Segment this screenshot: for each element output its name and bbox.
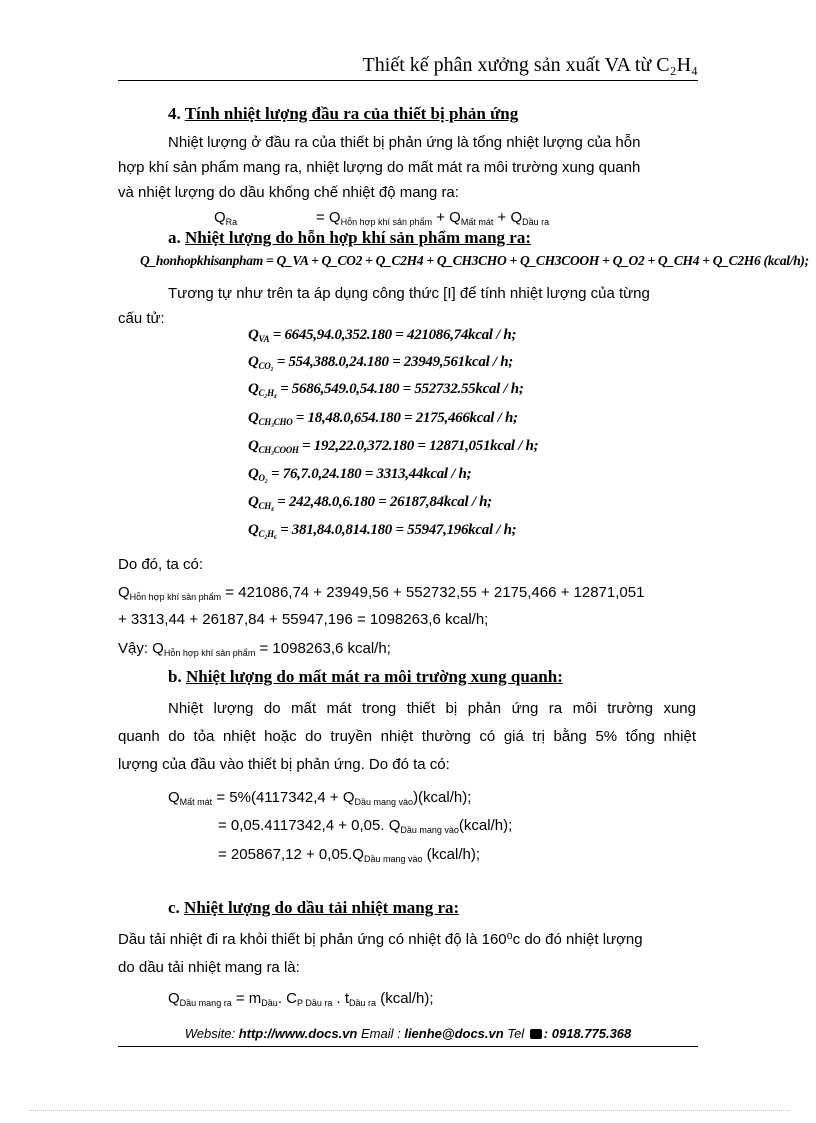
component-row bbox=[248, 410, 518, 427]
footer-email-label: Email : bbox=[357, 1026, 401, 1041]
component-sub: CH₃CHO bbox=[258, 417, 293, 427]
component-sub: C₂H₆ bbox=[258, 529, 277, 539]
component-q: Q bbox=[248, 327, 259, 343]
phone-icon bbox=[530, 1029, 542, 1039]
component-expr: = 242,48.0,6.180 = 26187,84kcal / h; bbox=[273, 494, 492, 510]
part-b-eq2 bbox=[218, 813, 512, 843]
footer-tel-label: Tel bbox=[503, 1026, 528, 1041]
part-a-heading bbox=[168, 228, 531, 248]
component-q: Q bbox=[248, 354, 259, 370]
component-sub: O₂ bbox=[258, 473, 268, 483]
eq1-q: Q bbox=[168, 789, 180, 806]
header-title: Thiết kế phân xưởng sản xuất VA từ C₂H₄ bbox=[362, 54, 698, 76]
component-row bbox=[248, 466, 471, 483]
component-expr: = 6645,94.0,352.180 = 421086,74kcal / h; bbox=[269, 327, 517, 343]
footer-rule bbox=[118, 1046, 698, 1047]
vay-label: Vậy: Q bbox=[118, 640, 164, 657]
total-q: Q bbox=[118, 584, 130, 601]
header-rule bbox=[118, 80, 698, 81]
c-eq-sub: Dầu mang ra bbox=[179, 998, 232, 1008]
footer-tel-number: : 0918.775.368 bbox=[543, 1026, 632, 1041]
eq1-sub2: Dầu mang vào bbox=[354, 797, 414, 807]
q-ra-rhs-eq: = Q bbox=[316, 209, 341, 226]
eq2-a: = 0,05.4117342,4 + 0,05. Q bbox=[218, 817, 401, 834]
component-row bbox=[248, 327, 516, 344]
q-ra-subscript: Ra bbox=[225, 217, 238, 227]
c-eq-sub3: P Dầu ra bbox=[296, 998, 333, 1008]
part-b-eq3 bbox=[218, 842, 480, 872]
section-4-para-line3: và nhiệt lượng do dầu khống chế nhiệt độ mang ra: bbox=[118, 184, 459, 201]
component-q: Q bbox=[248, 438, 259, 454]
component-expr: = 381,84.0,814.180 = 55947,196kcal / h; bbox=[276, 522, 517, 538]
footer-email-link[interactable]: lienhe@docs.vn bbox=[400, 1026, 504, 1041]
part-a-title: Nhiệt lượng do hỗn hợp khí sản phẩm mang ra: bbox=[185, 228, 531, 247]
part-a-intro-line1: Tương tự như trên ta áp dụng công thức [I] để tính nhiệt lượng của từng bbox=[168, 285, 650, 302]
section-4-para-line1: Nhiệt lượng ở đầu ra của thiết bị phản ứng là tổng nhiệt lượng của hỗn bbox=[168, 134, 641, 151]
c-eq-q: Q bbox=[168, 990, 180, 1007]
section-4-number: 4. bbox=[168, 104, 181, 123]
eq3-b: (kcal/h); bbox=[422, 846, 481, 863]
total-line-2: + 3313,44 + 26187,84 + 55947,196 = 1098263,6 kcal/h; bbox=[118, 611, 489, 628]
part-b-line2: quanh do tỏa nhiệt hoặc do truyền nhiệt thường có giá trị bằng 5% tổng nhiệt bbox=[118, 728, 696, 745]
part-b-line1: Nhiệt lượng do mất mát trong thiết bị phản ứng ra môi trường xung bbox=[168, 700, 696, 717]
q-ra-sub-1: Hỗn hợp khí sản phẩm bbox=[340, 217, 433, 227]
component-expr: = 192,22.0,372.180 = 12871,051kcal / h; bbox=[298, 438, 539, 454]
total-line-1-text: = 421086,74 + 23949,56 + 552732,55 + 2175,466 + 12871,051 bbox=[221, 584, 645, 601]
sum-equation: Q_honhopkhisanpham = Q_VA + Q_CO2 + Q_C2H4 + Q_CH3CHO + Q_CH3COOH + Q_O2 + Q_CH4 + Q_C2H6 (kcal/h); bbox=[140, 253, 809, 268]
q-ra-symbol: Q bbox=[214, 209, 226, 226]
eq1-b: )(kcal/h); bbox=[413, 789, 472, 806]
q-ra-plus-1: + Q bbox=[432, 209, 461, 226]
part-b-label: b. bbox=[168, 667, 182, 686]
component-sub: VA bbox=[258, 334, 270, 344]
eq2-sub: Dầu mang vào bbox=[400, 825, 459, 835]
part-a-label: a. bbox=[168, 228, 181, 247]
footer bbox=[118, 1026, 698, 1041]
part-c-title: Nhiệt lượng do dầu tải nhiệt mang ra: bbox=[184, 898, 460, 917]
c-eq-c: . t bbox=[332, 990, 350, 1007]
total-line-1 bbox=[118, 580, 696, 610]
section-4-para-line2: hợp khí sản phẩm mang ra, nhiệt lượng do mất mát ra môi trường xung quanh bbox=[118, 159, 641, 176]
component-row bbox=[248, 494, 492, 511]
page-edge-divider bbox=[30, 1110, 790, 1111]
part-c-line1: Dầu tải nhiệt đi ra khỏi thiết bị phản ứng có nhiệt độ là 160⁰c do đó nhiệt lượng bbox=[118, 931, 643, 948]
eq2-b: (kcal/h); bbox=[458, 817, 513, 834]
total-sub: Hỗn hợp khí sản phẩm bbox=[129, 592, 222, 602]
footer-website-label: Website: bbox=[184, 1026, 236, 1041]
component-q: Q bbox=[248, 466, 259, 482]
part-b-eq1 bbox=[168, 785, 471, 815]
component-expr: = 18,48.0,654.180 = 2175,466kcal / h; bbox=[292, 410, 518, 426]
q-ra-plus-2: + Q bbox=[493, 209, 523, 226]
component-expr: = 76,7.0,24.180 = 3313,44kcal / h; bbox=[267, 466, 472, 482]
c-eq-sub4: Dầu ra bbox=[349, 998, 377, 1008]
vay-line bbox=[118, 636, 391, 666]
part-b-title: Nhiệt lượng do mất mát ra môi trường xung quanh: bbox=[185, 667, 563, 686]
component-row bbox=[248, 438, 538, 455]
do-do-text: Do đó, ta có: bbox=[118, 556, 204, 573]
c-eq-b: . C bbox=[277, 990, 297, 1007]
part-b-heading bbox=[168, 667, 563, 687]
eq1-a: = 5%(4117342,4 + Q bbox=[212, 789, 355, 806]
part-c-heading bbox=[168, 898, 459, 918]
vay-value: = 1098263,6 kcal/h; bbox=[255, 640, 391, 657]
component-sub: CO₂ bbox=[258, 361, 274, 371]
vay-sub: Hỗn hợp khí sản phẩm bbox=[163, 648, 256, 658]
section-4-title: Tính nhiệt lượng đầu ra của thiết bị phản ứng bbox=[184, 104, 519, 123]
eq3-sub: Dầu mang vào bbox=[363, 854, 423, 864]
component-sub: CH₃COOH bbox=[258, 445, 299, 455]
c-eq-a: = m bbox=[231, 990, 262, 1007]
q-ra-sub-2: Mất mát bbox=[460, 217, 494, 227]
component-expr: = 554,388.0,24.180 = 23949,561kcal / h; bbox=[273, 354, 513, 370]
c-eq-d: (kcal/h); bbox=[376, 990, 434, 1007]
eq1-sub: Mất mát bbox=[179, 797, 213, 807]
part-c-eq bbox=[168, 986, 434, 1016]
component-sub: CH₄ bbox=[258, 501, 274, 511]
q-ra-sub-3: Dầu ra bbox=[522, 217, 550, 227]
component-q: Q bbox=[248, 410, 259, 426]
part-c-label: c. bbox=[168, 898, 180, 917]
c-eq-sub2: Dầu bbox=[261, 998, 278, 1008]
component-q: Q bbox=[248, 494, 259, 510]
component-q: Q bbox=[248, 381, 259, 397]
footer-website-link[interactable]: http://www.docs.vn bbox=[235, 1026, 358, 1041]
component-q: Q bbox=[248, 522, 259, 538]
section-4-heading bbox=[168, 104, 518, 124]
part-a-intro-line2: cấu tử: bbox=[118, 310, 165, 327]
component-sub: C₂H₄ bbox=[258, 388, 277, 398]
component-row bbox=[248, 354, 513, 371]
part-b-line3: lượng của đầu vào thiết bị phản ứng. Do đó ta có: bbox=[118, 756, 450, 773]
part-c-line2: do dầu tải nhiệt mang ra là: bbox=[118, 959, 300, 976]
component-row bbox=[248, 522, 516, 539]
eq3-a: = 205867,12 + 0,05.Q bbox=[218, 846, 364, 863]
component-row bbox=[248, 381, 524, 398]
component-expr: = 5686,549.0,54.180 = 552732.55kcal / h; bbox=[276, 381, 524, 397]
